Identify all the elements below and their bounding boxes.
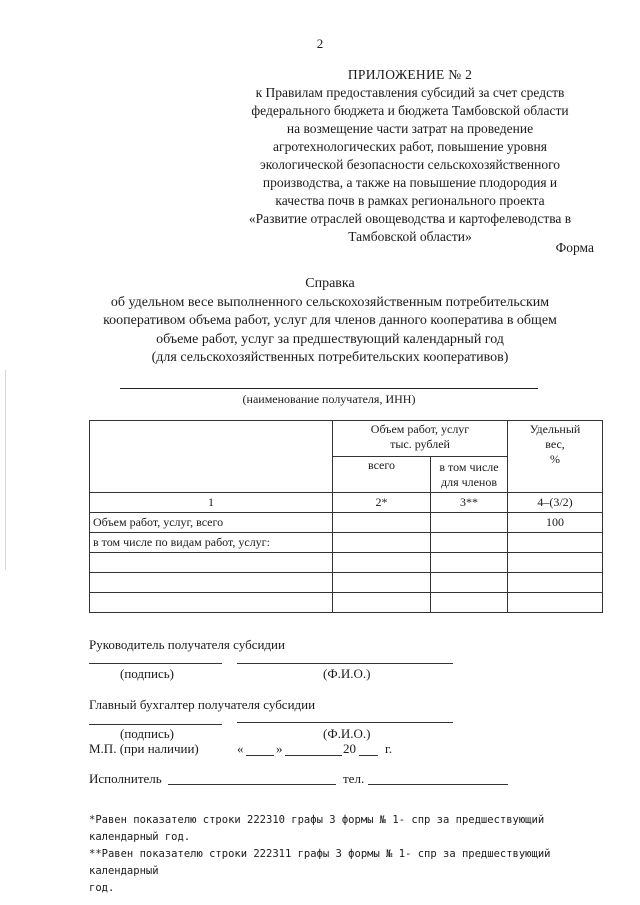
header-share <box>508 421 603 493</box>
row-share[interactable] <box>508 553 603 573</box>
date-field[interactable] <box>237 741 412 759</box>
accountant-label: Главный бухгалтер получателя субсидии <box>89 697 316 712</box>
date-year-suffix: г. <box>385 741 393 756</box>
appendix-line: экологической безопасности сельскохозяйственного <box>259 157 561 172</box>
accountant-name-caption: (Ф.И.О.) <box>323 726 371 741</box>
date-open-quote: « <box>237 741 244 756</box>
header-share-line: вес, <box>545 437 565 451</box>
head-signature-line[interactable] <box>89 663 222 664</box>
header-members <box>431 457 508 493</box>
footnote: **Равен показателю строки 222311 графы 3 формы № 1- спр за предшествующий календарный <box>89 848 551 877</box>
appendix-line: на возмещение части затрат на проведение <box>286 121 534 136</box>
row-total[interactable] <box>333 553 431 573</box>
appendix-line: «Развитие отраслей овощеводства и картофелеводства в <box>248 211 572 226</box>
row-label[interactable] <box>90 553 333 573</box>
table-row <box>90 593 603 613</box>
header-share-line: % <box>550 452 561 466</box>
scan-margin-mark <box>5 370 6 570</box>
header-volume-line: тыс. рублей <box>390 437 450 451</box>
data-table <box>89 420 603 613</box>
header-volume-line: Объем работ, услуг <box>370 422 470 436</box>
row-share: 100 <box>508 513 603 533</box>
date-year-prefix: 20 <box>343 741 356 756</box>
appendix-line: производства, а также на повышение плодородия и <box>262 175 558 190</box>
row-label[interactable] <box>90 593 333 613</box>
row-total[interactable] <box>333 593 431 613</box>
row-members[interactable] <box>431 533 508 553</box>
table-row <box>90 533 603 553</box>
certificate-heading <box>60 275 600 368</box>
row-total[interactable] <box>333 533 431 553</box>
header-empty-cell <box>90 421 333 493</box>
column-number: 3** <box>431 493 508 513</box>
executor-name-line[interactable] <box>168 784 336 785</box>
stamp-label: М.П. (при наличии) <box>89 741 199 756</box>
row-share[interactable] <box>508 593 603 613</box>
appendix-line: качества почв в рамках регионального проекта <box>275 193 545 208</box>
table-row <box>90 513 603 533</box>
date-close-quote: » <box>276 741 283 756</box>
footnote: год. <box>89 882 115 894</box>
row-total[interactable] <box>333 573 431 593</box>
row-label: в том числе по видам работ, услуг: <box>90 533 333 553</box>
header-share-line: Удельный <box>529 422 581 436</box>
date-month-line[interactable] <box>285 755 342 756</box>
appendix-line: агротехнологических работ, повышение уровня <box>273 139 547 154</box>
footnote: *Равен показателю строки 222310 графы 3 формы № 1- спр за предшествующий календарный год. <box>89 814 545 843</box>
certificate-subtitle-line: объеме работ, услуг за предшествующий календарный год <box>156 331 504 347</box>
column-number: 2* <box>333 493 431 513</box>
appendix-line: к Правилам предоставления субсидий за счет средств <box>255 85 565 100</box>
phone-line[interactable] <box>368 784 508 785</box>
head-name-line[interactable] <box>237 663 453 664</box>
executor-label: Исполнитель <box>89 771 162 786</box>
header-volume <box>333 421 508 457</box>
certificate-subtitle-line: (для сельскохозяйственных потребительских кооперативов) <box>151 350 509 365</box>
header-total: всего <box>333 457 431 493</box>
table-row <box>90 553 603 573</box>
footnotes <box>89 812 609 897</box>
appendix-line: Тамбовской области» <box>348 229 472 244</box>
head-sign-caption: (подпись) <box>120 666 174 681</box>
form-label: Форма <box>555 240 594 255</box>
recipient-caption: (наименование получателя, ИНН) <box>242 392 416 406</box>
appendix-title: ПРИЛОЖЕНИЕ № 2 <box>347 67 473 82</box>
recipient-fill-line[interactable] <box>120 388 538 389</box>
phone-label: тел. <box>343 771 365 786</box>
accountant-name-line[interactable] <box>237 722 453 723</box>
date-day-line[interactable] <box>246 755 274 756</box>
certificate-subtitle-line: об удельном весе выполненного сельскохозяйственным потребительским <box>110 294 550 310</box>
row-label: Объем работ, услуг, всего <box>90 513 333 533</box>
certificate-subtitle-line: кооперативом объема работ, услуг для членов данного кооператива в общем <box>103 313 557 328</box>
head-name-caption: (Ф.И.О.) <box>323 666 371 681</box>
header-members-line: в том числе <box>439 459 499 474</box>
page-number: 2 <box>316 36 324 51</box>
accountant-sign-caption: (подпись) <box>120 726 174 741</box>
date-year-line[interactable] <box>359 755 378 756</box>
appendix-line: федерального бюджета и бюджета Тамбовской области <box>251 103 569 118</box>
column-number: 4–(3/2) <box>508 493 603 513</box>
accountant-signature-line[interactable] <box>89 724 222 725</box>
row-members[interactable] <box>431 513 508 533</box>
row-members[interactable] <box>431 573 508 593</box>
head-label: Руководитель получателя субсидии <box>89 637 285 652</box>
table-row <box>90 573 603 593</box>
row-share[interactable] <box>508 533 603 553</box>
row-members[interactable] <box>431 553 508 573</box>
row-members[interactable] <box>431 593 508 613</box>
row-total[interactable] <box>333 513 431 533</box>
column-number: 1 <box>90 493 333 513</box>
appendix-block <box>215 66 605 246</box>
header-members-line: для членов <box>440 474 498 489</box>
row-share[interactable] <box>508 573 603 593</box>
certificate-title: Справка <box>305 276 355 291</box>
row-label[interactable] <box>90 573 333 593</box>
